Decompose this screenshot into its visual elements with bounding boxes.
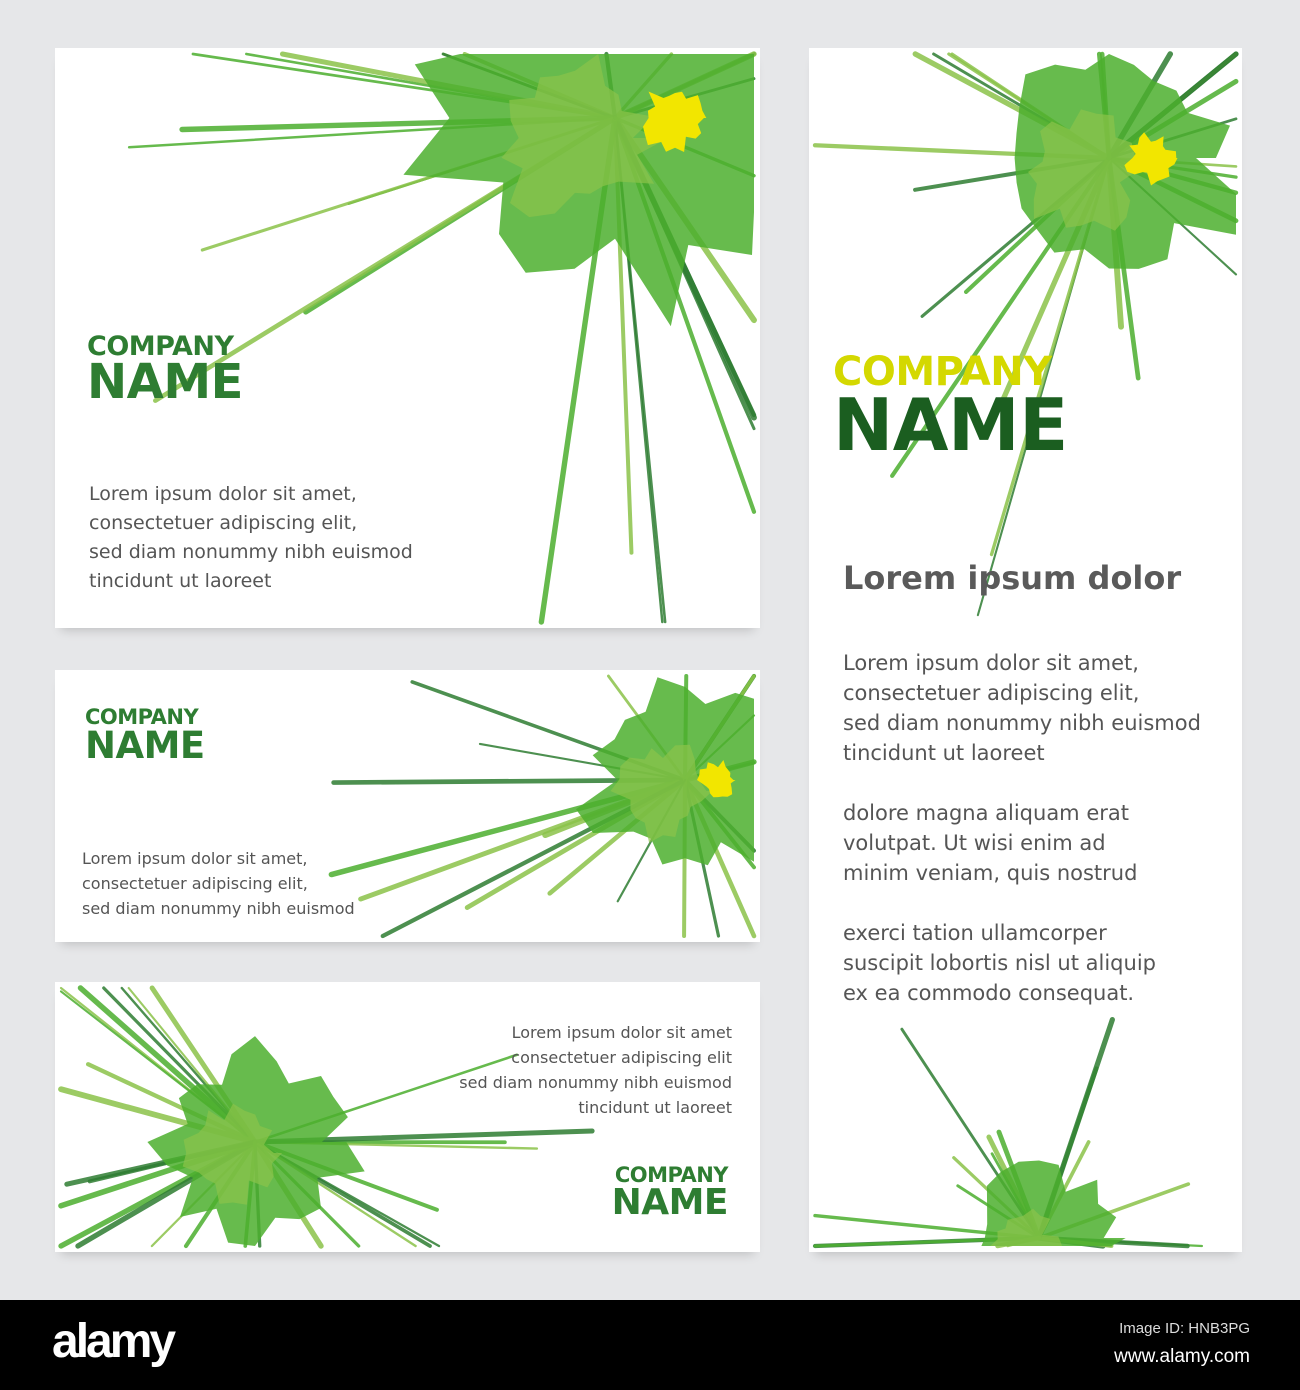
body-text bbox=[82, 846, 355, 921]
flyer bbox=[809, 48, 1242, 1252]
text-line: Lorem ipsum dolor sit amet, bbox=[89, 483, 357, 505]
business-card-bottom bbox=[55, 982, 760, 1252]
logo-line-company: COMPANY bbox=[614, 1163, 728, 1187]
text-line: ex ea commodo consequat. bbox=[843, 981, 1135, 1005]
text-line: tincidunt ut laoreet bbox=[578, 1098, 732, 1117]
business-card-large bbox=[55, 48, 760, 628]
business-card-middle bbox=[55, 670, 760, 942]
website-link[interactable]: www.alamy.com bbox=[1114, 1346, 1250, 1367]
logo-line-name: NAME bbox=[611, 1181, 728, 1223]
text-line: minim veniam, quis nostrud bbox=[843, 861, 1138, 885]
text-line: volutpat. Ut wisi enim ad bbox=[843, 831, 1106, 855]
text-line: tincidunt ut laoreet bbox=[843, 741, 1045, 765]
company-logo bbox=[85, 705, 205, 767]
flyer-heading: Lorem ipsum dolor bbox=[843, 559, 1182, 597]
text-line: sed diam nonummy nibh euismod bbox=[843, 711, 1201, 735]
text-line: sed diam nonummy nibh euismod bbox=[459, 1073, 732, 1092]
text-line: consectetuer adipiscing elit, bbox=[89, 512, 358, 534]
logo-line-company: COMPANY bbox=[87, 331, 234, 362]
logo-line-company: COMPANY bbox=[833, 349, 1052, 395]
body-text bbox=[843, 648, 1201, 1008]
text-line: Lorem ipsum dolor sit amet bbox=[511, 1023, 732, 1042]
logo-line-name: NAME bbox=[85, 723, 205, 767]
text-line: consectetuer adipiscing elit bbox=[511, 1048, 732, 1067]
text-line: sed diam nonummy nibh euismod bbox=[82, 899, 355, 918]
body-text bbox=[89, 480, 413, 596]
body-text bbox=[459, 1020, 732, 1120]
text-line: consectetuer adipiscing elit, bbox=[82, 874, 308, 893]
brand-logo: alamy bbox=[52, 1315, 174, 1368]
logo-line-name: NAME bbox=[833, 383, 1068, 467]
image-id: Image ID: HNB3PG bbox=[1119, 1320, 1250, 1337]
logo-line-company: COMPANY bbox=[85, 705, 199, 729]
text-line: Lorem ipsum dolor sit amet, bbox=[843, 651, 1139, 675]
text-line: consectetuer adipiscing elit, bbox=[843, 681, 1140, 705]
company-logo bbox=[833, 349, 1068, 467]
logo-line-name: NAME bbox=[87, 353, 243, 410]
text-line: exerci tation ullamcorper bbox=[843, 921, 1107, 945]
text-line: tincidunt ut laoreet bbox=[89, 570, 272, 592]
text-line: suscipit lobortis nisl ut aliquip bbox=[843, 951, 1156, 975]
footer-bar bbox=[0, 1300, 1300, 1390]
company-logo bbox=[87, 331, 243, 410]
text-line: Lorem ipsum dolor sit amet, bbox=[82, 849, 308, 868]
company-logo bbox=[611, 1163, 728, 1223]
text-line: sed diam nonummy nibh euismod bbox=[89, 541, 413, 563]
text-line: dolore magna aliquam erat bbox=[843, 801, 1129, 825]
